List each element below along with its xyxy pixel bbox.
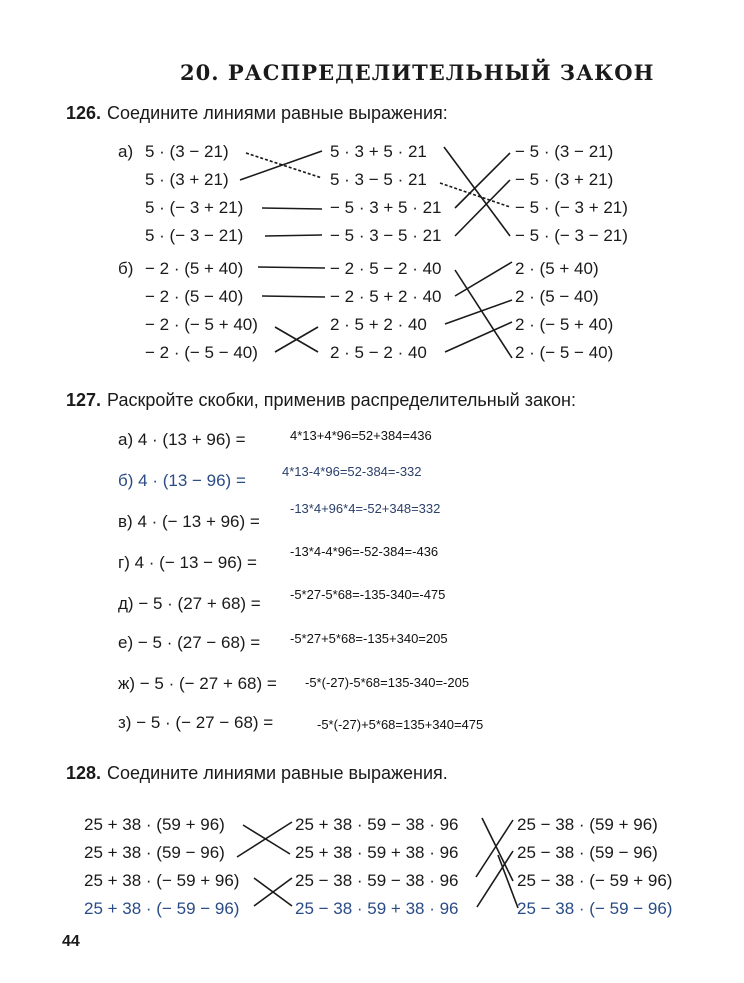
expr-126b-r4: 2 · (− 5 − 40) [515,343,614,362]
expr-126a-l3: 5 · (− 3 + 21) [145,198,244,217]
expr-126a-r3: − 5 · (− 3 + 21) [515,198,628,217]
expr-126a-m2: 5 · 3 − 5 · 21 [330,170,427,189]
connector-line [445,322,512,352]
item-label: д) [118,594,134,613]
item-expression: − 5 · (27 − 68) = [137,633,261,652]
expr-126b-m3: 2 · 5 + 2 · 40 [330,315,427,334]
item-expression: − 5 · (− 27 − 68) = [136,713,274,732]
expr-128-l4: 25 + 38 · (− 59 − 96) [84,899,240,918]
task-number: 126. [66,103,102,123]
page-title: 20. РАСПРЕДЕЛИТЕЛЬНЫЙ ЗАКОН [180,60,655,85]
expr-128-r3: 25 − 38 · (− 59 + 96) [517,871,673,890]
expr-126a-m3: − 5 · 3 + 5 · 21 [330,198,442,217]
task-text: Соедините линиями равные выражения. [107,763,448,783]
expr-126a-r1: − 5 · (3 − 21) [515,142,614,161]
answer-127-z: -5*(-27)+5*68=135+340=475 [317,717,484,732]
item-label: ж) [118,674,136,693]
item-label: б) [118,471,134,490]
item-expression: 4 · (13 + 96) = [137,430,246,449]
expr-126b-r2: 2 · (5 − 40) [515,287,599,306]
expr-126b-m1: − 2 · 5 − 2 · 40 [330,259,442,278]
item-expression: − 5 · (− 27 + 68) = [139,674,277,693]
expr-128-m4: 25 − 38 · 59 + 38 · 96 [295,899,459,918]
task-number: 128. [66,763,102,783]
expr-126b-r3: 2 · (− 5 + 40) [515,315,614,334]
expr-128-r4: 25 − 38 · (− 59 − 96) [517,899,673,918]
expr-128-l2: 25 + 38 · (59 − 96) [84,843,225,862]
answer-127-v: -13*4+96*4=-52+348=332 [290,501,441,516]
answer-127-b: 4*13-4*96=52-384=-332 [282,464,422,479]
item-label: г) [118,553,130,572]
expr-126a-l2: 5 · (3 + 21) [145,170,229,189]
answer-127-zh: -5*(-27)-5*68=135-340=-205 [305,675,470,690]
expr-128-m3: 25 − 38 · 59 − 38 · 96 [295,871,459,890]
part-label-b: б) [118,259,134,278]
expr-128-l3: 25 + 38 · (− 59 + 96) [84,871,240,890]
expr-126b-m4: 2 · 5 − 2 · 40 [330,343,427,362]
expr-128-m2: 25 + 38 · 59 + 38 · 96 [295,843,459,862]
connector-line [455,262,512,296]
task-text: Соедините линиями равные выражения: [107,103,448,123]
expr-128-l1: 25 + 38 · (59 + 96) [84,815,225,834]
connector-line [444,147,510,236]
expr-126a-m4: − 5 · 3 − 5 · 21 [330,226,442,245]
page-number: 44 [62,933,80,950]
item-expression: 4 · (13 − 96) = [138,471,246,490]
expr-126b-l1: − 2 · (5 + 40) [145,259,244,278]
answer-127-a: 4*13+4*96=52+384=436 [290,428,432,443]
answer-127-g: -13*4-4*96=-52-384=-436 [290,544,439,559]
item-label: е) [118,633,134,652]
connector-line [440,183,510,207]
expr-128-r1: 25 − 38 · (59 + 96) [517,815,658,834]
part-label-a: а) [118,142,134,161]
expr-126a-m1: 5 · 3 + 5 · 21 [330,142,427,161]
connector-line [455,180,510,236]
expr-128-m1: 25 + 38 · 59 − 38 · 96 [295,815,459,834]
expr-126b-l2: − 2 · (5 − 40) [145,287,244,306]
connector-line [455,270,512,358]
item-expression: 4 · (− 13 − 96) = [134,553,257,572]
expr-126b-l4: − 2 · (− 5 − 40) [145,343,258,362]
connector-line [262,296,325,297]
expr-126a-l1: 5 · (3 − 21) [145,142,229,161]
expr-126b-l3: − 2 · (− 5 + 40) [145,315,258,334]
answer-127-d: -5*27-5*68=-135-340=-475 [290,587,446,602]
item-expression: 4 · (− 13 + 96) = [137,512,260,531]
answer-127-e: -5*27+5*68=-135+340=205 [290,631,448,646]
expr-128-r2: 25 − 38 · (59 − 96) [517,843,658,862]
expr-126a-r4: − 5 · (− 3 − 21) [515,226,628,245]
connector-line [445,300,512,324]
task-number: 127. [66,390,102,410]
connector-line [265,235,322,236]
connector-line [498,855,518,908]
expr-126b-m2: − 2 · 5 + 2 · 40 [330,287,442,306]
expr-126a-r2: − 5 · (3 + 21) [515,170,614,189]
task-text: Раскройте скобки, применив распределительный закон: [107,390,576,410]
item-label: а) [118,430,134,449]
expr-126a-l4: 5 · (− 3 − 21) [145,226,244,245]
item-label: в) [118,512,133,531]
connector-line [243,825,290,854]
connector-line [262,208,322,209]
item-label: з) [118,713,132,732]
item-expression: − 5 · (27 + 68) = [138,594,261,613]
expr-126b-r1: 2 · (5 + 40) [515,259,599,278]
connector-line [258,267,325,268]
